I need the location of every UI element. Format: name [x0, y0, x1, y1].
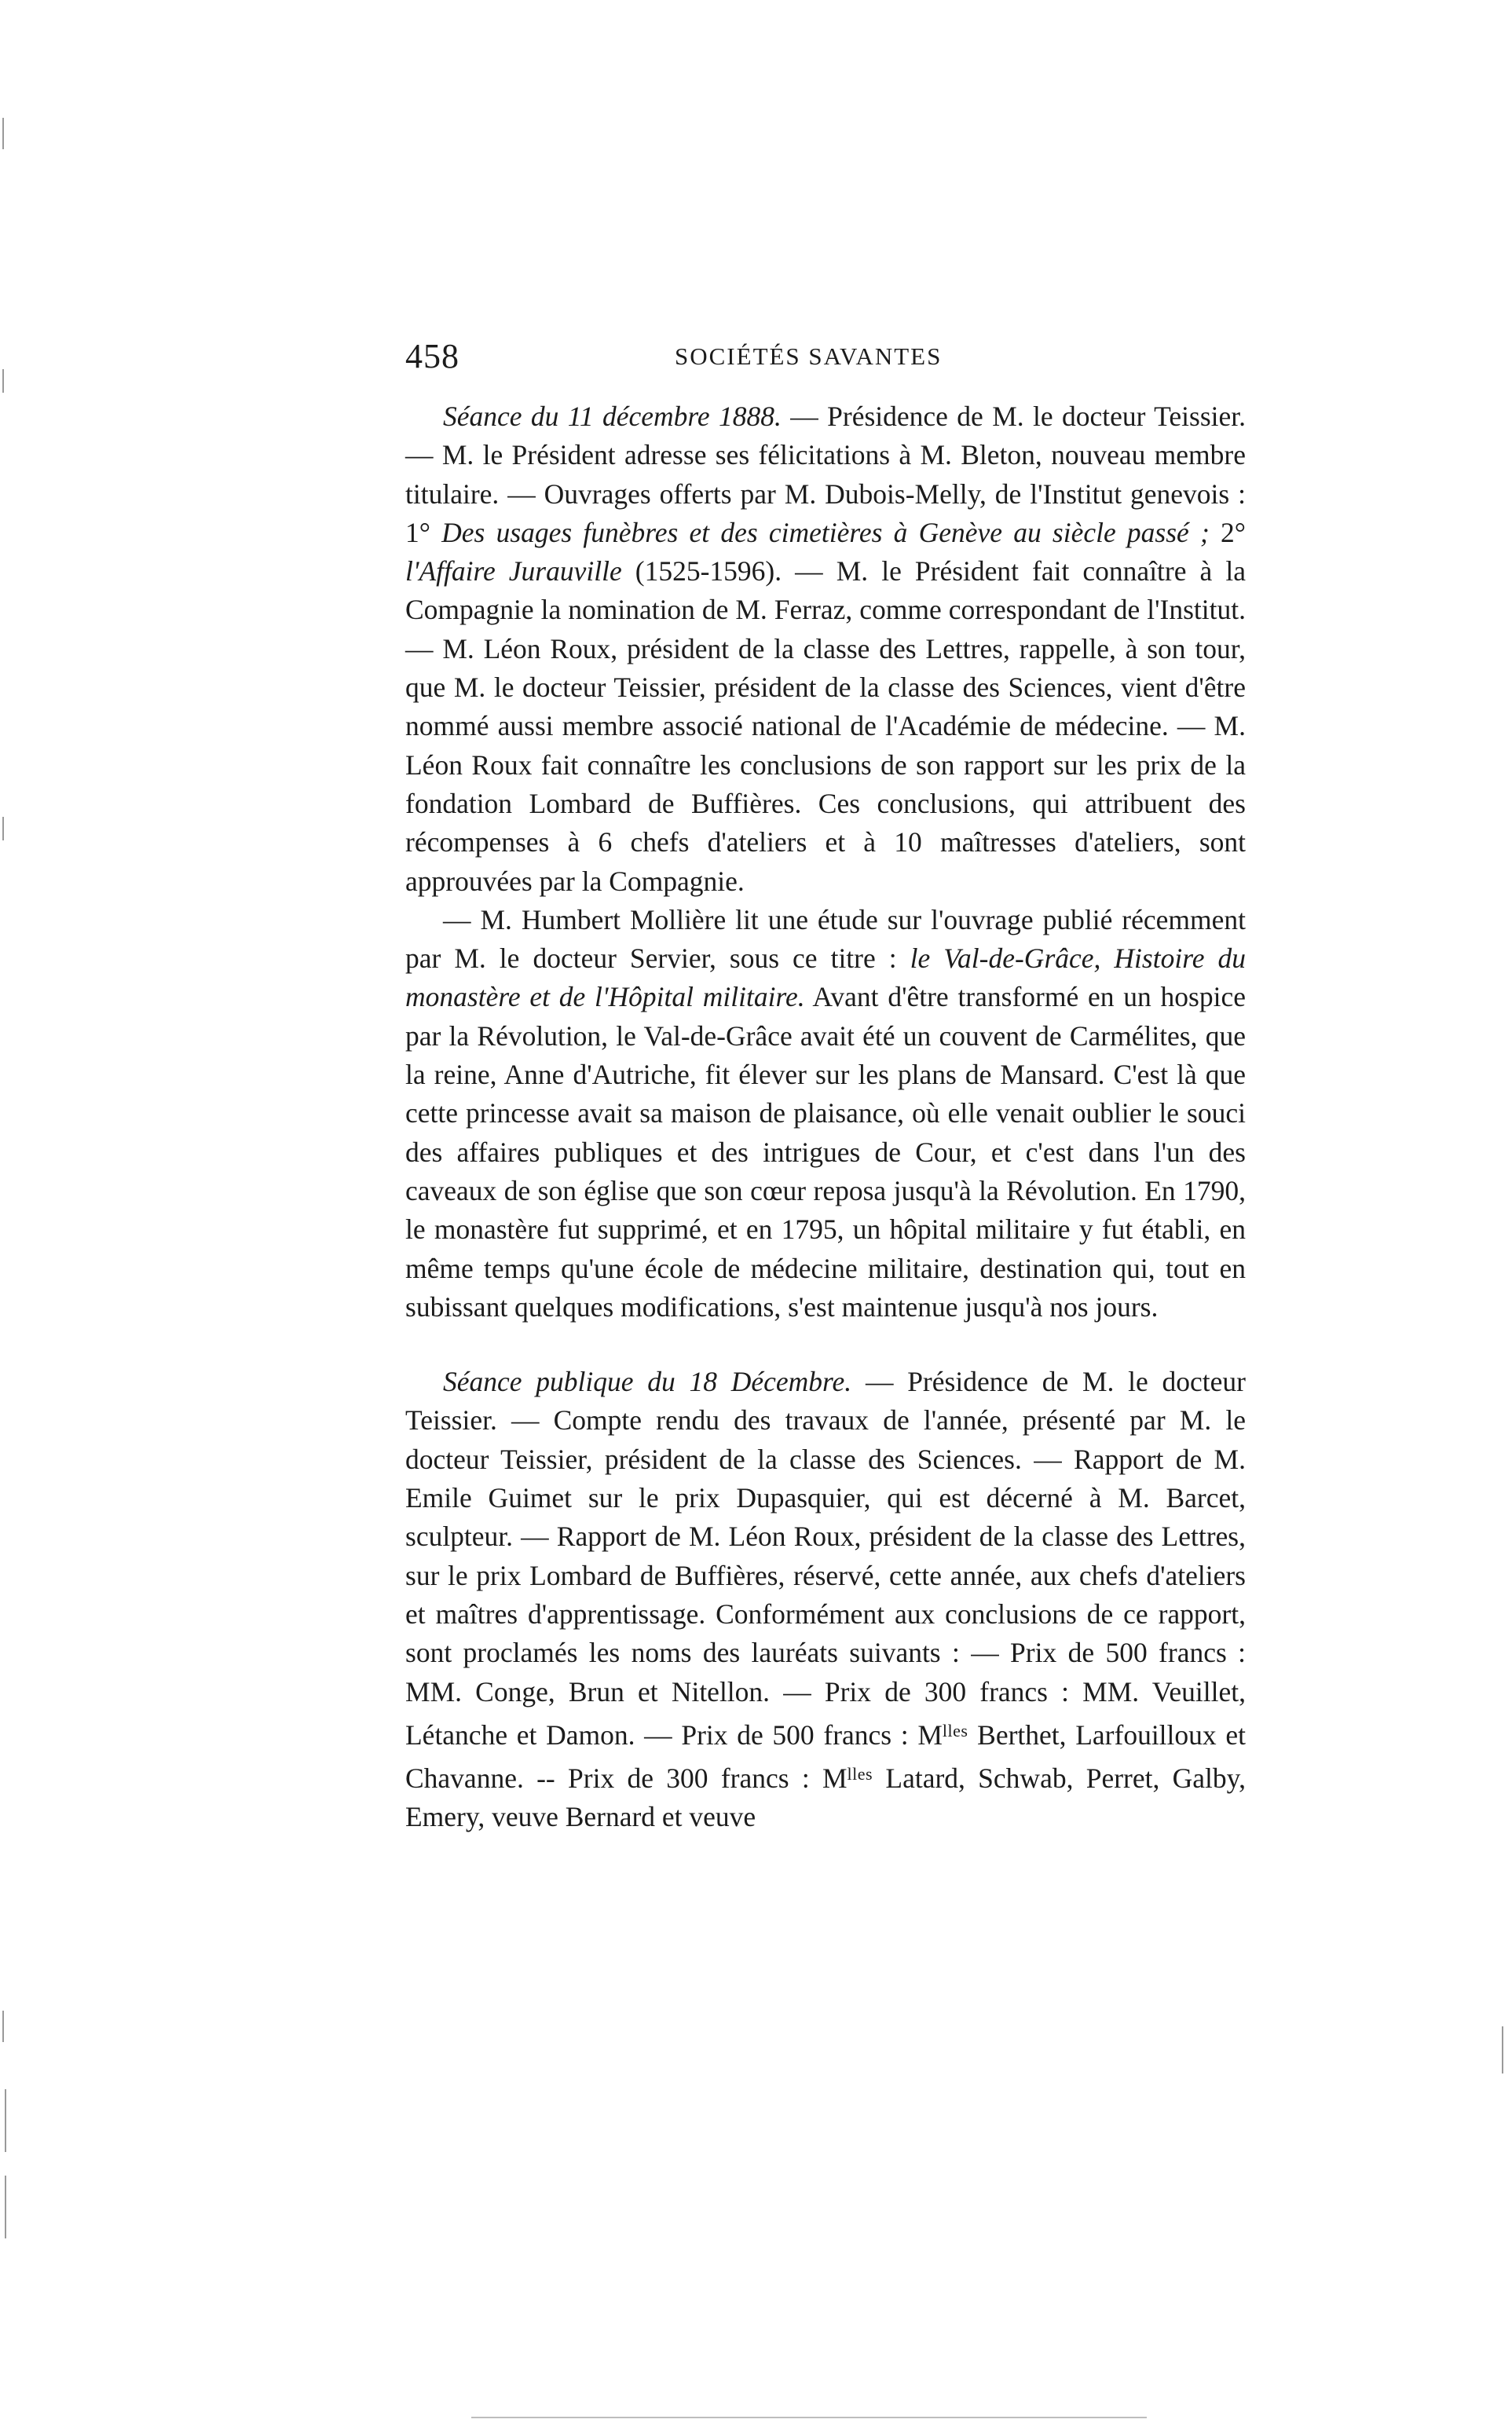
paragraph-text: — Présidence de M. le docteur Teissier. — M. le Président adresse ses félicitations à M. Bleton, nouveau membre titulaire. — Ouvrages offerts par M. Dubois-Melly, de l'Institut genevois : 1°	[405, 401, 1246, 548]
superscript-abbreviation: lles	[942, 1720, 968, 1740]
scan-margin-mark	[1502, 2026, 1503, 2073]
paragraph-seance-publique-18-decembre	[405, 1363, 1246, 1836]
scan-margin-mark	[2, 2011, 4, 2042]
running-title: SOCIÉTÉS SAVANTES	[675, 342, 943, 370]
session-heading: Séance du 11 décembre 1888.	[443, 401, 782, 432]
paragraph-text: (1525-1596). — M. le Président fait connaître à la Compagnie la nomination de M. Ferraz, comme correspondant de l'Institut. — M. Léon Roux, président de la classe des Lettres, rappelle, à son tour, que M. le docteur Teissier, président de la classe des Sciences, vient d'être nommé aussi membre associé national de l'Académie de médecine. — M. Léon Roux fait connaître les conclusions de son rapport sur les prix de la fondation Lombard de Buffières. Ces conclusions, qui attribuent des récompenses à 6 chefs d'ateliers et à 10 maîtresses d'ateliers, sont approuvées par la Compagnie.	[405, 555, 1246, 897]
running-head	[405, 336, 1246, 383]
scan-margin-mark	[2, 817, 4, 840]
scan-margin-mark	[5, 2089, 6, 2152]
paragraph-text: — M. Humbert Mollière lit une étude sur l'ouvrage publié récemment par M. le docteur Servier, sous ce titre :	[405, 903, 1246, 975]
paragraph-text: — Présidence de M. le docteur Teissier. — Compte rendu des travaux de l'année, présenté par M. le docteur Teissier, président de la classe des Sciences. — Rapport de M. Emile Guimet sur le prix Dupasquier, qui est décerné à M. Barcet, sculpteur. — Rapport de M. Léon Roux, président de la classe des Lettres, sur le prix Lombard de Buffières, réservé, cette année, aux chefs d'ateliers et maîtres d'apprentissage. Conformément aux conclusions de ce rapport, sont proclamés les noms des lauréats suivants : — Prix de 500 francs : MM. Conge, Brun et Nitellon. — Prix de 300 francs : MM. Veuillet, Létanche et Damon. — Prix de 500 francs : M	[405, 1366, 1246, 1751]
scan-margin-mark	[2, 369, 4, 393]
scan-margin-mark	[5, 2176, 6, 2238]
paragraph-text: Berthet, Larfouilloux et Chavanne. -- Prix de 300 francs : M	[405, 1718, 1246, 1794]
paragraph-mollière	[405, 901, 1246, 1327]
body-text	[405, 397, 1246, 1836]
paragraph-seance-11-decembre	[405, 397, 1246, 901]
superscript-abbreviation: lles	[847, 1763, 873, 1784]
book-title: Des usages funèbres et des cimetières à Genève au siècle passé ;	[441, 516, 1210, 548]
book-title: le Val-de-Grâce, Histoire du monastère et de l'Hôpital militaire.	[405, 942, 1246, 1013]
book-title: l'Affaire Jurauville	[405, 555, 622, 587]
scan-margin-mark	[2, 118, 4, 149]
scan-bottom-edge	[471, 2417, 1147, 2418]
page-number: 458	[405, 337, 459, 375]
session-heading: Séance publique du 18 Décembre.	[443, 1366, 852, 1398]
paragraph-text: Avant d'être transformé en un hospice par la Révolution, le Val-de-Grâce avait été un couvent de Carmélites, que la reine, Anne d'Autriche, fit élever sur les plans de Mansard. C'est là que cette princesse avait sa maison de plaisance, où elle venait oublier le souci des affaires publiques et des intrigues de Cour, et c'est dans l'un des caveaux de son église que son cœur reposa jusqu'à la Révolution. En 1790, le monastère fut supprimé, et en 1795, un hôpital militaire y fut établi, en même temps qu'une école de médecine militaire, destination qui, tout en subissant quelques modifications, s'est maintenue jusqu'à nos jours.	[405, 981, 1246, 1323]
paragraph-text: 2°	[1209, 516, 1246, 548]
paragraph-text: Latard, Schwab, Perret, Galby, Emery, veuve Bernard et veuve	[405, 1762, 1246, 1833]
